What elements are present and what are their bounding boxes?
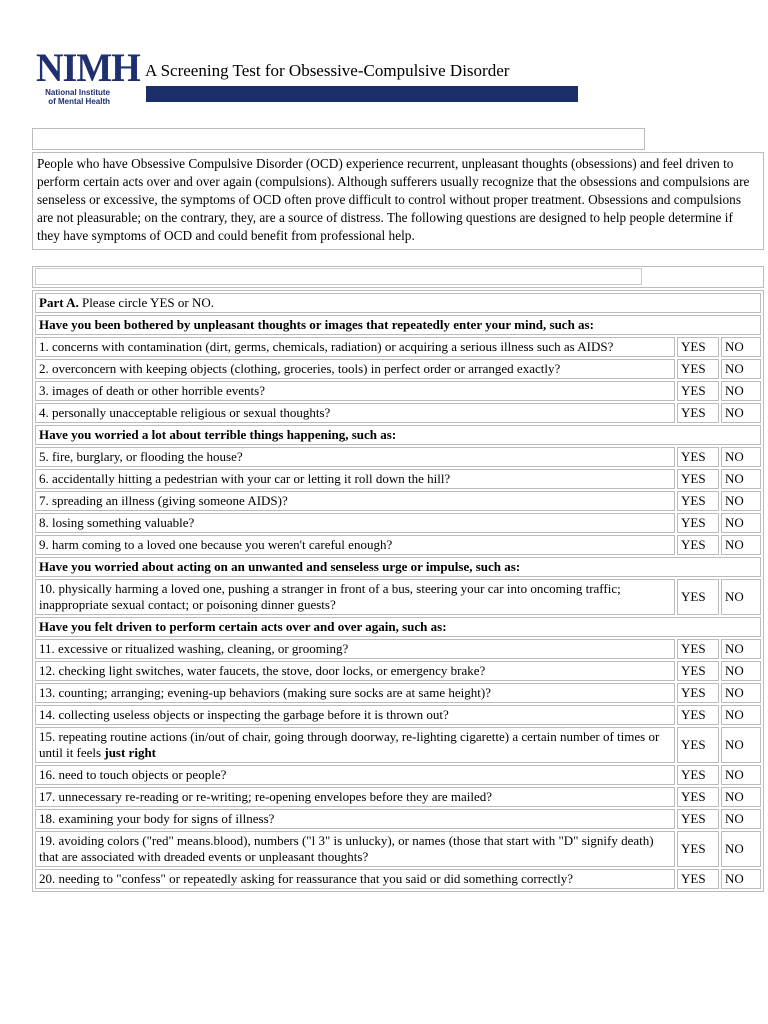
yes-option[interactable]: YES	[677, 705, 719, 725]
no-option[interactable]: NO	[721, 661, 761, 681]
logo-line-2: of Mental Health	[48, 97, 110, 106]
question-text: 16. need to touch objects or people?	[35, 765, 675, 785]
yes-option[interactable]: YES	[677, 513, 719, 533]
no-option[interactable]: NO	[721, 727, 761, 763]
question-text: 20. needing to "confess" or repeatedly asking for reassurance that you said or did something correctly?	[35, 869, 675, 889]
question-row	[35, 661, 761, 681]
question-row	[35, 447, 761, 467]
question-row	[35, 727, 761, 763]
yes-option[interactable]: YES	[677, 683, 719, 703]
question-row	[35, 831, 761, 867]
question-row	[35, 579, 761, 615]
no-option[interactable]: NO	[721, 787, 761, 807]
question-text: 11. excessive or ritualized washing, cleaning, or grooming?	[35, 639, 675, 659]
question-row	[35, 403, 761, 423]
yes-option[interactable]: YES	[677, 403, 719, 423]
question-text: 18. examining your body for signs of illness?	[35, 809, 675, 829]
no-option[interactable]: NO	[721, 447, 761, 467]
intro-paragraph: People who have Obsessive Compulsive Disorder (OCD) experience recurrent, unpleasant thoughts (obsessions) and feel driven to perform certain acts over and over again (compulsions). Although sufferers usually recognize that the obsessions and compulsions are senseless or excessive, the symptoms of OCD often prove difficult to control without proper treatment. Obsessions and compulsions are not pleasurable; on the contrary, they, are a source of distress. The following questions are designed to help people determine if they have symptoms of OCD and could benefit from professional help.	[32, 152, 764, 250]
question-text: 17. unnecessary re-reading or re-writing; re-opening envelopes before they are mailed?	[35, 787, 675, 807]
question-row	[35, 469, 761, 489]
no-option[interactable]: NO	[721, 513, 761, 533]
no-option[interactable]: NO	[721, 869, 761, 889]
yes-option[interactable]: YES	[677, 337, 719, 357]
no-option[interactable]: NO	[721, 381, 761, 401]
no-option[interactable]: NO	[721, 337, 761, 357]
question-row	[35, 639, 761, 659]
yes-option[interactable]: YES	[677, 787, 719, 807]
yes-option[interactable]: YES	[677, 579, 719, 615]
section-heading: Have you worried about acting on an unwanted and senseless urge or impulse, such as:	[35, 557, 761, 577]
yes-option[interactable]: YES	[677, 491, 719, 511]
questionnaire-table	[32, 290, 764, 892]
question-text: 8. losing something valuable?	[35, 513, 675, 533]
yes-option[interactable]: YES	[677, 869, 719, 889]
yes-option[interactable]: YES	[677, 765, 719, 785]
question-text: 2. overconcern with keeping objects (clothing, groceries, tools) in perfect order or arranged exactly?	[35, 359, 675, 379]
no-option[interactable]: NO	[721, 403, 761, 423]
section-heading: Have you felt driven to perform certain acts over and over again, such as:	[35, 617, 761, 637]
question-text: 9. harm coming to a loved one because you weren't careful enough?	[35, 535, 675, 555]
yes-option[interactable]: YES	[677, 661, 719, 681]
yes-option[interactable]: YES	[677, 447, 719, 467]
question-text: 4. personally unacceptable religious or sexual thoughts?	[35, 403, 675, 423]
no-option[interactable]: NO	[721, 765, 761, 785]
no-option[interactable]: NO	[721, 639, 761, 659]
logo-mark: NIMH	[36, 45, 140, 90]
title-underline-bar	[146, 86, 578, 102]
yes-option[interactable]: YES	[677, 381, 719, 401]
part-a-label: Part A.	[39, 295, 79, 310]
question-text: 7. spreading an illness (giving someone AIDS)?	[35, 491, 675, 511]
yes-option[interactable]: YES	[677, 809, 719, 829]
yes-option[interactable]: YES	[677, 639, 719, 659]
question-text: 14. collecting useless objects or inspecting the garbage before it is thrown out?	[35, 705, 675, 725]
question-text: 6. accidentally hitting a pedestrian with your car or letting it roll down the hill?	[35, 469, 675, 489]
section-heading: Have you been bothered by unpleasant thoughts or images that repeatedly enter your mind, such as:	[35, 315, 761, 335]
emphasis-text: just right	[104, 745, 156, 760]
question-row	[35, 535, 761, 555]
blank-row	[32, 128, 645, 150]
question-row	[35, 359, 761, 379]
question-text: 5. fire, burglary, or flooding the house?	[35, 447, 675, 467]
yes-option[interactable]: YES	[677, 831, 719, 867]
no-option[interactable]: NO	[721, 809, 761, 829]
question-text: 12. checking light switches, water faucets, the stove, door locks, or emergency brake?	[35, 661, 675, 681]
section-heading-row	[35, 557, 761, 577]
section-heading-row	[35, 617, 761, 637]
question-row	[35, 705, 761, 725]
part-a-row	[35, 293, 761, 313]
yes-option[interactable]: YES	[677, 359, 719, 379]
no-option[interactable]: NO	[721, 683, 761, 703]
nimh-logo	[36, 45, 140, 106]
question-text: 13. counting; arranging; evening-up behaviors (making sure socks are at same height)?	[35, 683, 675, 703]
no-option[interactable]: NO	[721, 705, 761, 725]
section-heading: Have you worried a lot about terrible things happening, such as:	[35, 425, 761, 445]
question-row	[35, 787, 761, 807]
question-row	[35, 381, 761, 401]
page-title: A Screening Test for Obsessive-Compulsive Disorder	[145, 61, 510, 80]
question-row	[35, 765, 761, 785]
question-row	[35, 869, 761, 889]
logo-subtitle	[36, 88, 110, 106]
yes-option[interactable]: YES	[677, 727, 719, 763]
question-row	[35, 683, 761, 703]
no-option[interactable]: NO	[721, 579, 761, 615]
logo-line-1: National Institute	[45, 88, 110, 97]
question-row	[35, 337, 761, 357]
section-heading-row	[35, 425, 761, 445]
no-option[interactable]: NO	[721, 491, 761, 511]
question-text: 3. images of death or other horrible events?	[35, 381, 675, 401]
no-option[interactable]: NO	[721, 831, 761, 867]
question-row	[35, 513, 761, 533]
question-row	[35, 491, 761, 511]
blank-row-2	[32, 266, 764, 288]
no-option[interactable]: NO	[721, 359, 761, 379]
question-text: 15. repeating routine actions (in/out of chair, going through doorway, re-lighting cigarette) a certain number of times or until it feels just right	[35, 727, 675, 763]
no-option[interactable]: NO	[721, 535, 761, 555]
no-option[interactable]: NO	[721, 469, 761, 489]
question-text: 1. concerns with contamination (dirt, germs, chemicals, radiation) or acquiring a serious illness such as AIDS?	[35, 337, 675, 357]
question-text: 19. avoiding colors ("red" means.blood), numbers ("l 3" is unlucky), or names (those that start with "D" signify death) that are associated with dreaded events or unpleasant thoughts?	[35, 831, 675, 867]
page-header	[0, 0, 768, 120]
section-heading-row	[35, 315, 761, 335]
question-text: 10. physically harming a loved one, pushing a stranger in front of a bus, steering your car into oncoming traffic; inappropriate sexual contact; or poisoning dinner guests?	[35, 579, 675, 615]
yes-option[interactable]: YES	[677, 535, 719, 555]
question-row	[35, 809, 761, 829]
part-a-instruction: Please circle YES or NO.	[78, 295, 214, 310]
yes-option[interactable]: YES	[677, 469, 719, 489]
